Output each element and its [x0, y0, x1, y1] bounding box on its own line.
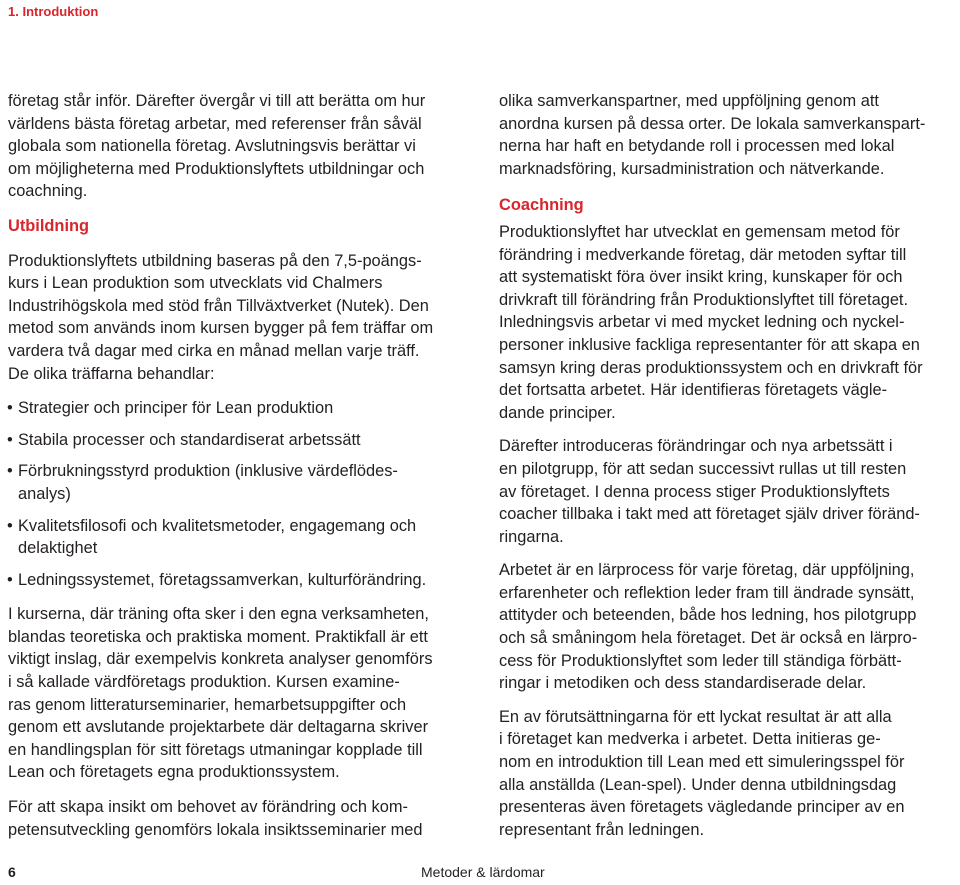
coachning-paragraph: Produktionslyftet har utvecklat en gemensam metod för förändring i medverkande företag, där metoden syftar till att systematiskt föra över insikt kring, kunskaper för och drivkraft till förändring från Produktionslyftet till företaget. Inledningsvis arbetar vi med mycket ledning och nyckel- personer inklusive fackliga representanter för att skapa en samsyn kring deras produktionssystem och en drivkraft för det fortsatta arbetet. Här identifieras företagets vägle- dande principer.: [499, 222, 923, 422]
left-column: [8, 90, 470, 841]
learning-process-paragraph: Arbetet är en lärprocess för varje företag, där uppföljning, erfarenheter och reflektion leder fram till ändrade synsätt, attityder och beteenden, både hos ledning, hos pilotgrupp och så småningom hela företaget. Det är också en lärpro- cess för Produktionslyftet som leder till ständiga förbätt- ringar i metodiken och dess standardiserade delar.: [499, 561, 918, 693]
footer-book-title: Metoder & lärdomar: [421, 864, 545, 880]
list-item: • Förbrukningsstyrd produktion (inklusive värdeflödes- analys): [8, 460, 470, 505]
prerequisites-paragraph: En av förutsättningarna för ett lyckat resultat är att alla i företaget kan medverka i arbetet. Detta initieras ge- nom en introduktion till Lean med ett simuleringsspel för alla anställda (Lean-spel). Under denna utbildningsdag presenteras även företagets vägledande principer av en representant från ledningen.: [499, 707, 905, 839]
insight-paragraph: För att skapa insikt om behovet av förändring och kom- petensutveckling genomförs lokala insiktsseminarier med: [8, 798, 423, 839]
intro-paragraph: företag står inför. Därefter övergår vi till att berätta om hur världens bästa företag arbetar, med referenser från såväl globala som nationella företag. Avslutningsvis berättar vi om möjligheterna med Produktionslyftets utbildningar och coachning.: [8, 92, 426, 201]
list-item: • Stabila processer och standardiserat arbetssätt: [8, 429, 470, 452]
right-column: [499, 90, 960, 841]
pilot-paragraph: Därefter introduceras förändringar och nya arbetssätt i en pilotgrupp, för att sedan successivt rullas ut till resten av företaget. I denna process stiger Produktionslyftets coacher tillbaka i takt med att företaget själv driver föränd- ringarna.: [499, 437, 920, 546]
running-head: 1. Introduktion: [8, 4, 99, 19]
page-number: 6: [8, 864, 16, 880]
partners-paragraph: olika samverkanspartner, med uppföljning genom att anordna kursen på dessa orter. De lokala samverkanspart- nerna har haft en betydande roll i processen med lokal marknadsföring, kursadministration och nätverkande.: [499, 92, 926, 178]
list-item: • Strategier och principer för Lean produktion: [8, 397, 470, 420]
topics-list: [8, 397, 470, 591]
section-heading-coachning: Coachning: [499, 196, 584, 215]
list-item: • Kvalitetsfilosofi och kvalitetsmetoder, engagemang och delaktighet: [8, 515, 470, 560]
section-heading-utbildning: Utbildning: [8, 216, 90, 235]
list-item: • Ledningssystemet, företagssamverkan, kulturförändring.: [8, 569, 470, 592]
courses-paragraph: I kurserna, där träning ofta sker i den egna verksamheten, blandas teoretiska och praktiska moment. Praktikfall är ett viktigt inslag, där exempelvis konkreta analyser genomförs i så kallade värdföretags produktion. Kursen examine- ras genom litteraturseminarier, hemarbetsuppgifter och genom ett avslutande projektarbete där deltagarna skriver en handlingsplan för sitt företags utmaningar kopplade till Lean och företagets egna produktionssystem.: [8, 605, 433, 782]
utbildning-paragraph: Produktionslyftets utbildning baseras på den 7,5-poängs- kurs i Lean produktion som utvecklats vid Chalmers Industrihögskola med stöd från Tillväxtverket (Nutek). Den metod som används inom kursen bygger på fem träffar om vardera två dagar med cirka en månad mellan varje träff. De olika träffarna behandlar:: [8, 251, 434, 383]
